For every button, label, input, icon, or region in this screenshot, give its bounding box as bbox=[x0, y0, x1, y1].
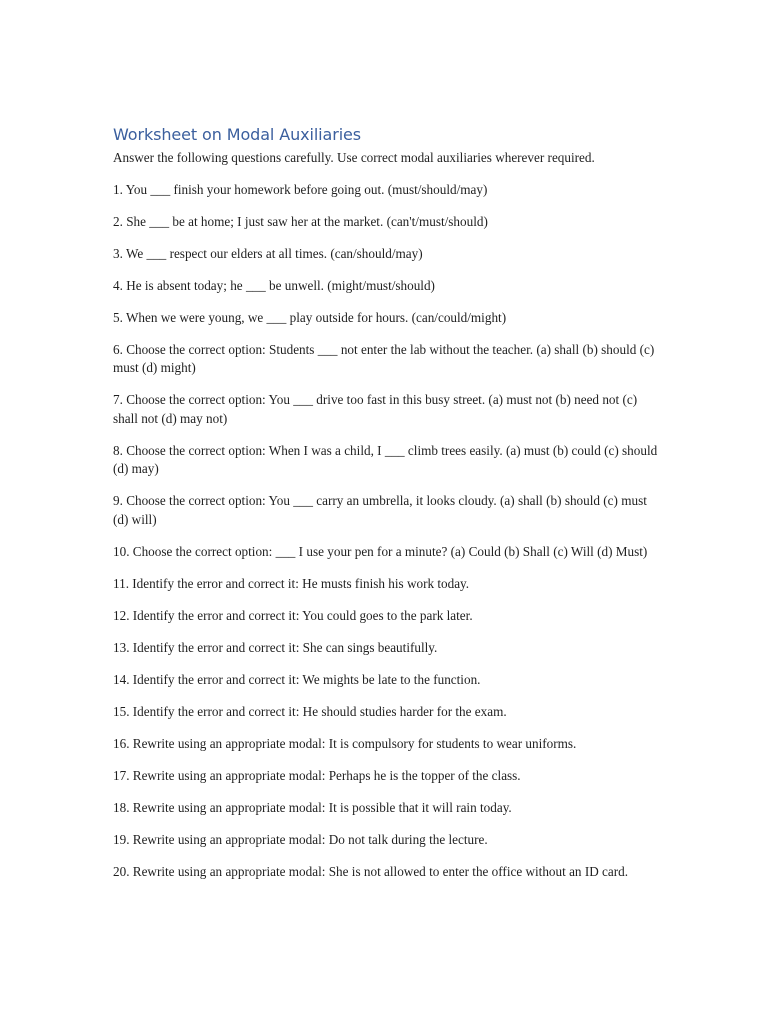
question-item: 15. Identify the error and correct it: He should studies harder for the exam. bbox=[113, 703, 507, 719]
question-item: 16. Rewrite using an appropriate modal: It is compulsory for students to wear uniforms. bbox=[113, 735, 577, 751]
question-item: 10. Choose the correct option: ___ I use your pen for a minute? (a) Could (b) Shall (c) Will (d) Must) bbox=[113, 543, 648, 559]
question-item: 1. You ___ finish your homework before going out. (must/should/may) bbox=[113, 181, 488, 197]
question-item: 4. He is absent today; he ___ be unwell. (might/must/should) bbox=[113, 277, 435, 293]
question-item: 9. Choose the correct option: You ___ carry an umbrella, it looks cloudy. (a) shall (b) should (c) must (d) will) bbox=[113, 493, 647, 527]
question-item: 7. Choose the correct option: You ___ drive too fast in this busy street. (a) must not (b) need not (c) shall not (d) may not) bbox=[113, 392, 638, 426]
question-list bbox=[113, 181, 663, 882]
question-item: 5. When we were young, we ___ play outside for hours. (can/could/might) bbox=[113, 309, 507, 325]
question-item: 20. Rewrite using an appropriate modal: She is not allowed to enter the office without an ID card. bbox=[113, 863, 629, 879]
worksheet-instructions: Answer the following questions carefully. Use correct modal auxiliaries wherever required. bbox=[113, 150, 595, 165]
question-item: 11. Identify the error and correct it: He musts finish his work today. bbox=[113, 575, 470, 591]
question-item: 2. She ___ be at home; I just saw her at the market. (can't/must/should) bbox=[113, 213, 488, 229]
question-item: 8. Choose the correct option: When I was a child, I ___ climb trees easily. (a) must (b) could (c) should (d) may) bbox=[113, 442, 658, 476]
question-item: 12. Identify the error and correct it: You could goes to the park later. bbox=[113, 607, 473, 623]
question-item: 3. We ___ respect our elders at all times. (can/should/may) bbox=[113, 245, 423, 261]
question-item: 13. Identify the error and correct it: She can sings beautifully. bbox=[113, 639, 438, 655]
question-item: 14. Identify the error and correct it: We mights be late to the function. bbox=[113, 671, 481, 687]
question-item: 19. Rewrite using an appropriate modal: Do not talk during the lecture. bbox=[113, 831, 488, 847]
question-item: 17. Rewrite using an appropriate modal: Perhaps he is the topper of the class. bbox=[113, 767, 521, 783]
question-item: 18. Rewrite using an appropriate modal: It is possible that it will rain today. bbox=[113, 799, 512, 815]
worksheet-content bbox=[113, 125, 663, 895]
worksheet-title: Worksheet on Modal Auxiliaries bbox=[113, 125, 362, 144]
question-item: 6. Choose the correct option: Students ___ not enter the lab without the teacher. (a) shall (b) should (c) must (d) might) bbox=[113, 341, 655, 375]
